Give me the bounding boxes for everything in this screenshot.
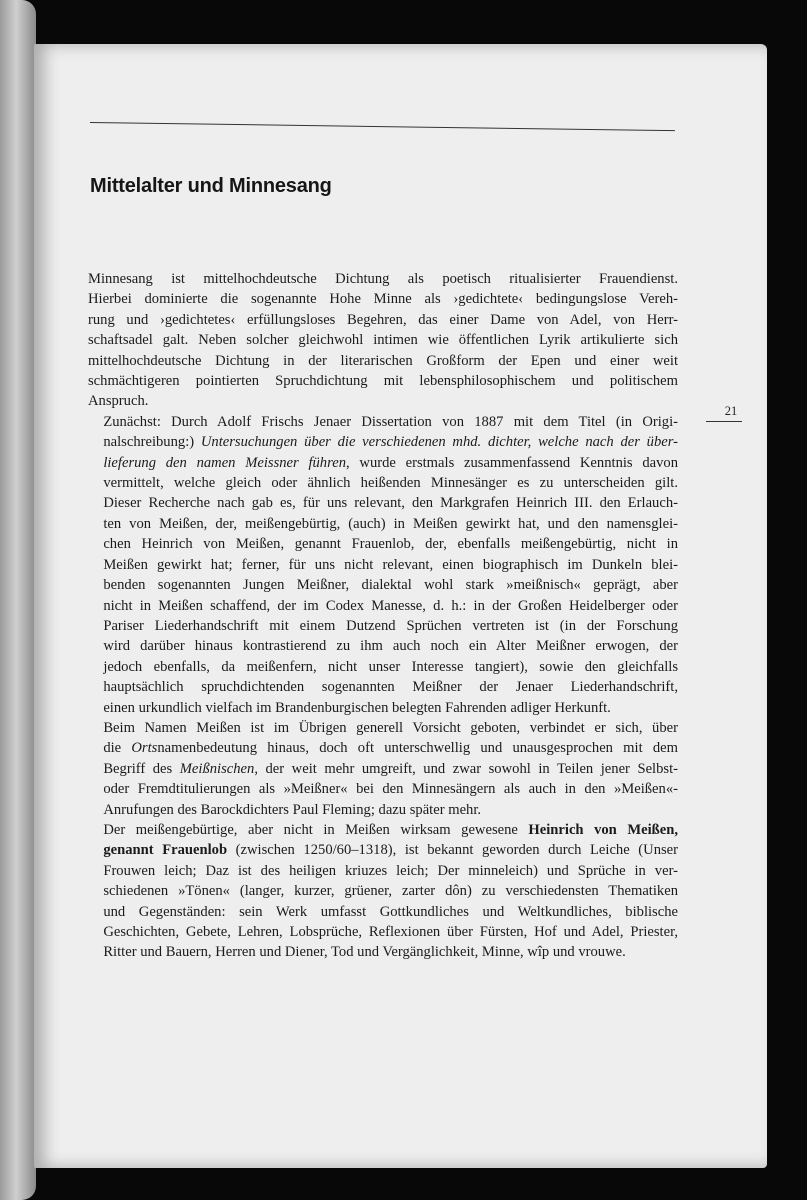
text-line: Begriff des Meißnischen, der weit mehr umgreift, und zwar sowohl in Teilen jener Selbst- — [103, 760, 678, 777]
text-line: oder Fremdtitulierungen als »Meißner« bei den Minnesängern als auch in den »Meißen«- — [103, 781, 678, 798]
text-line: mittelhochdeutsche Dichtung in der literarischen Großform der Epen und einer weit — [88, 352, 678, 369]
text-line: Der meißengebürtige, aber nicht in Meißen wirksam gewesene Heinrich von Meißen, — [103, 821, 678, 838]
text-line: lieferung den namen Meissner führen, wurde erstmals zusammenfassend Kenntnis davon — [103, 454, 678, 471]
text-line: Anspruch. — [88, 393, 149, 410]
bold-emphasis: Heinrich von Meißen, — [528, 821, 678, 838]
text-line: schiedenen »Tönen« (langer, kurzer, grüener, zarter dôn) zu verschiedensten Thematiken — [103, 883, 678, 900]
text-line: und Gegenständen: sein Werk umfasst Gottkundliches und Weltkundliches, biblische — [103, 903, 678, 920]
body-text — [88, 269, 678, 963]
text-line: Anrufungen des Barockdichters Paul Fleming; dazu später mehr. — [103, 801, 482, 818]
paragraph-1 — [88, 269, 678, 412]
text-line: Minnesang ist mittelhochdeutsche Dichtung als poetisch ritualisierter Frauendienst. — [88, 271, 678, 287]
text-line: genannt Frauenlob (zwischen 1250/60–1318), ist bekannt geworden durch Leiche (Unser — [103, 842, 679, 859]
text-line: Meißen gewirkt hat; ferner, für uns nicht relevant, einen biographisch im Dunkeln blei- — [103, 556, 678, 573]
text-line: jedoch ebenfalls, da meißenfern, nicht unser Interesse tangiert), sowie den gleichfalls — [103, 658, 678, 675]
text-line: Zunächst: Durch Adolf Frischs Jenaer Dissertation von 1887 mit dem Titel (in Origi- — [103, 413, 678, 430]
text-line: wird darüber hinaus kontrastierend zu ihm auch noch ein Alter Meißner erwogen, der — [103, 638, 678, 655]
italic-emphasis: Untersuchungen über die verschiedenen mhd. dichter, welche nach der über- — [200, 434, 678, 451]
chapter-title: Mittelalter und Minnesang — [90, 175, 332, 197]
italic-emphasis: Meißnischen — [179, 760, 255, 777]
book-page — [34, 44, 767, 1168]
text-line: hauptsächlich spruchdichtenden sogenannten Meißner der Jenaer Liederhandschrift, — [103, 679, 678, 696]
italic-emphasis: Orts — [131, 740, 158, 757]
text-line: benden sogenannten Jungen Meißner, dialektal wohl stark »meißnisch« geprägt, aber — [103, 577, 678, 594]
text-line: nicht in Meißen schaffend, der im Codex Manesse, d. h.: in der Großen Heidelberger oder — [103, 597, 678, 614]
text-line: Dieser Recherche nach gab es, für uns relevant, den Markgrafen Heinrich III. den Erlauch- — [103, 495, 678, 512]
text-line: Geschichten, Gebete, Lehren, Lobsprüche, Reflexionen über Fürsten, Hof und Adel, Priester, — [103, 924, 678, 940]
text-line: schmächtigeren pointierten Spruchdichtung mit lebensphilosophischem und politischem — [88, 373, 678, 390]
text-line: rung und ›gedichtetes‹ erfüllungsloses Begehren, das einer Dame von Adel, von Herr- — [88, 311, 678, 328]
text-line: ten von Meißen, der, meißengebürtig, (auch) in Meißen gewirkt hat, und den namensglei- — [103, 515, 678, 532]
text-line: vermittelt, welche gleich oder ähnlich heißenden Minnesänger es zu unterscheiden gilt. — [103, 475, 678, 492]
text-line: Frouwen leich; Daz ist des heiligen kriuzes leich; Der minneleich) und Sprüche in ver- — [103, 862, 678, 879]
text-line: Beim Namen Meißen ist im Übrigen generell Vorsicht geboten, verbindet er sich, über — [103, 719, 678, 736]
previous-page-edge — [0, 0, 36, 1200]
text-line: Pariser Liederhandschrift mit einem Dutzend Sprüchen vertreten ist (in der Forschung — [103, 617, 678, 634]
paragraph-3 — [88, 718, 678, 820]
paragraph-2 — [88, 412, 678, 718]
page-number: 21 — [724, 404, 738, 418]
text-line: nalschreibung:) Untersuchungen über die verschiedenen mhd. dichter, welche nach der über- — [103, 434, 678, 451]
paragraph-4 — [88, 820, 678, 963]
text-line: schaftsadel galt. Neben solcher gleichwohl intimen wie öffentlichen Lyrik artikulierte sich — [88, 332, 678, 349]
text-line: Ritter und Bauern, Herren und Diener, Tod und Vergänglichkeit, Minne, wîp und vrouwe. — [103, 944, 626, 961]
text-line: Hierbei dominierte die sogenannte Hohe Minne als ›gedichtete‹ bedingungslose Vereh- — [88, 291, 678, 308]
text-line: chen Heinrich von Meißen, genannt Frauenlob, der, ebenfalls meißengebürtig, nicht in — [103, 536, 678, 553]
header-rule — [90, 122, 675, 131]
text-line: die Ortsnamenbedeutung hinaus, doch oft unterschwellig und unausgesprochen mit dem — [103, 740, 678, 757]
italic-emphasis: lieferung den namen Meissner führen — [103, 454, 347, 471]
text-line: einen urkundlich vielfach im Brandenburgischen belegten Fahrenden adliger Herkunft. — [103, 699, 611, 716]
page-number-rule — [706, 421, 742, 422]
bold-emphasis: genannt Frauenlob — [103, 842, 228, 859]
